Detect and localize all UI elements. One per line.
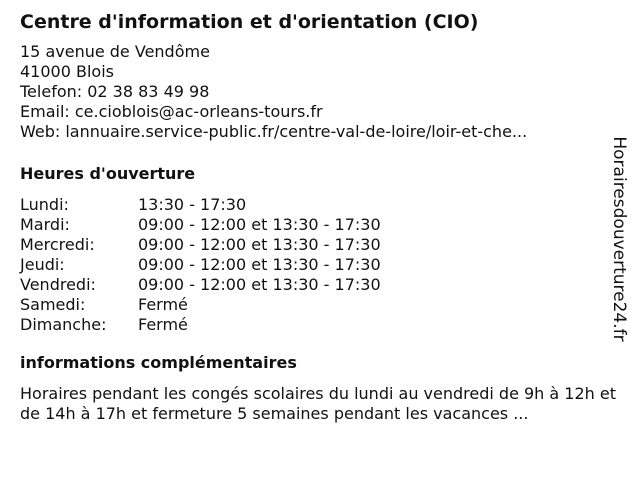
- time-value: 13:30 - 17:30: [138, 195, 247, 214]
- hours-row-wednesday: [20, 235, 381, 255]
- additional-info-heading: informations complémentaires: [20, 353, 297, 372]
- day-label: Vendredi:: [20, 275, 96, 294]
- street-address: 15 avenue de Vendôme: [20, 42, 210, 61]
- hours-row-saturday: [20, 295, 381, 315]
- time-value: 09:00 - 12:00 et 13:30 - 17:30: [138, 275, 381, 294]
- opening-hours-heading: Heures d'ouverture: [20, 164, 196, 183]
- hours-row-sunday: [20, 315, 381, 335]
- time-value: Fermé: [138, 315, 188, 334]
- hours-row-monday: [20, 195, 381, 215]
- hours-row-thursday: [20, 255, 381, 275]
- time-value: 09:00 - 12:00 et 13:30 - 17:30: [138, 255, 381, 274]
- time-value: 09:00 - 12:00 et 13:30 - 17:30: [138, 235, 381, 254]
- page-title: Centre d'information et d'orientation (CIO): [20, 11, 479, 33]
- day-label: Samedi:: [20, 295, 86, 314]
- day-label: Dimanche:: [20, 315, 107, 334]
- city: 41000 Blois: [20, 62, 114, 81]
- day-label: Mercredi:: [20, 235, 95, 254]
- address-block: [20, 42, 620, 142]
- website-url: Web: lannuaire.service-public.fr/centre-val-de-loire/loir-et-che...: [20, 122, 528, 141]
- watermark-text: Horairesdouverture24.fr: [609, 136, 629, 342]
- hours-row-friday: [20, 275, 381, 295]
- day-label: Mardi:: [20, 215, 70, 234]
- additional-info-text: Horaires pendant les congés scolaires du lundi au vendredi de 9h à 12h et de 14h à 17h et fermeture 5 semaines pendant les vacances ...: [20, 384, 616, 423]
- site-watermark: [608, 134, 630, 344]
- time-value: 09:00 - 12:00 et 13:30 - 17:30: [138, 215, 381, 234]
- hours-row-tuesday: [20, 215, 381, 235]
- time-value: Fermé: [138, 295, 188, 314]
- day-label: Jeudi:: [20, 255, 65, 274]
- phone-number: Telefon: 02 38 83 49 98: [20, 82, 210, 101]
- email-address: Email: ce.cioblois@ac-orleans-tours.fr: [20, 102, 323, 121]
- day-label: Lundi:: [20, 195, 69, 214]
- opening-hours-table: [20, 195, 381, 335]
